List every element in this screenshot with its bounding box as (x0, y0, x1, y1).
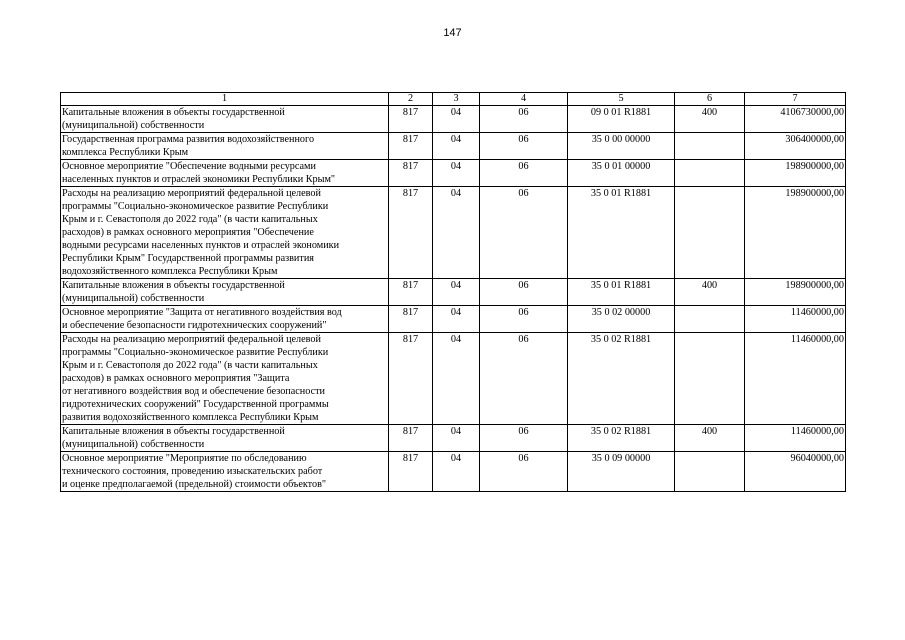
section-code: 04 (433, 333, 480, 425)
column-header: 2 (389, 93, 433, 106)
amount-value: 11460000,00 (745, 333, 846, 425)
description-line: Крым и г. Севастополя до 2022 года" (в части капитальных (62, 360, 318, 371)
description-line: технического состояния, проведению изыскательских работ (62, 466, 323, 477)
table-row (61, 106, 846, 133)
section-code: 04 (433, 133, 480, 160)
target-article-code: 35 0 02 R1881 (568, 425, 675, 452)
amount-value: 4106730000,00 (745, 106, 846, 133)
description-line: (муниципальной) собственности (62, 439, 205, 450)
column-header: 5 (568, 93, 675, 106)
row-description (61, 306, 389, 333)
grbs-code: 817 (389, 306, 433, 333)
description-line: Республики Крым" Государственной программы развития (62, 253, 314, 264)
header-row (61, 93, 846, 106)
amount-value: 198900000,00 (745, 187, 846, 279)
column-header: 1 (61, 93, 389, 106)
description-line: Основное мероприятие "Мероприятие по обследованию (62, 453, 307, 464)
description-line: (муниципальной) собственности (62, 120, 205, 131)
target-article-code: 35 0 00 00000 (568, 133, 675, 160)
subsection-code: 06 (480, 333, 568, 425)
section-code: 04 (433, 425, 480, 452)
expense-type-code (675, 306, 745, 333)
subsection-code: 06 (480, 425, 568, 452)
row-description (61, 279, 389, 306)
subsection-code: 06 (480, 306, 568, 333)
description-line: от негативного воздействия вод и обеспечение безопасности (62, 386, 326, 397)
expense-type-code: 400 (675, 106, 745, 133)
description-line: Расходы на реализацию мероприятий федеральной целевой (62, 334, 321, 345)
row-description (61, 133, 389, 160)
description-line: программы "Социально-экономическое развитие Республики (62, 347, 329, 358)
table-row (61, 306, 846, 333)
description-line: (муниципальной) собственности (62, 293, 205, 304)
amount-value: 11460000,00 (745, 425, 846, 452)
subsection-code: 06 (480, 452, 568, 492)
grbs-code: 817 (389, 452, 433, 492)
row-description (61, 187, 389, 279)
description-line: расходов) в рамках основного мероприятия "Защита (62, 373, 290, 384)
section-code: 04 (433, 187, 480, 279)
description-line: комплекса Республики Крым (62, 147, 189, 158)
description-line: расходов) в рамках основного мероприятия "Обеспечение (62, 227, 314, 238)
table-row (61, 160, 846, 187)
description-line: Основное мероприятие "Защита от негативного воздействия вод (62, 307, 342, 318)
grbs-code: 817 (389, 160, 433, 187)
expense-type-code: 400 (675, 279, 745, 306)
target-article-code: 35 0 09 00000 (568, 452, 675, 492)
amount-value: 198900000,00 (745, 279, 846, 306)
column-header: 6 (675, 93, 745, 106)
description-line: программы "Социально-экономическое развитие Республики (62, 201, 329, 212)
section-code: 04 (433, 306, 480, 333)
table-row (61, 187, 846, 279)
section-code: 04 (433, 279, 480, 306)
table-row (61, 133, 846, 160)
grbs-code: 817 (389, 133, 433, 160)
row-description (61, 333, 389, 425)
expense-type-code (675, 160, 745, 187)
grbs-code: 817 (389, 333, 433, 425)
amount-value: 198900000,00 (745, 160, 846, 187)
subsection-code: 06 (480, 133, 568, 160)
target-article-code: 35 0 02 R1881 (568, 333, 675, 425)
row-description (61, 452, 389, 492)
grbs-code: 817 (389, 425, 433, 452)
description-line: Крым и г. Севастополя до 2022 года" (в части капитальных (62, 214, 318, 225)
description-line: гидротехнических сооружений" Государственной программы (62, 399, 329, 410)
amount-value: 96040000,00 (745, 452, 846, 492)
grbs-code: 817 (389, 106, 433, 133)
amount-value: 11460000,00 (745, 306, 846, 333)
description-line: развития водохозяйственного комплекса Республики Крым (62, 412, 319, 423)
table-row (61, 452, 846, 492)
expense-type-code (675, 133, 745, 160)
expense-type-code (675, 187, 745, 279)
expense-type-code (675, 452, 745, 492)
description-line: Капитальные вложения в объекты государственной (62, 280, 285, 291)
description-line: и оценке предполагаемой (предельной) стоимости объектов" (62, 479, 327, 490)
table-row (61, 425, 846, 452)
table-row (61, 279, 846, 306)
target-article-code: 35 0 02 00000 (568, 306, 675, 333)
description-line: Государственная программа развития водохозяйственного (62, 134, 315, 145)
amount-value: 306400000,00 (745, 133, 846, 160)
target-article-code: 09 0 01 R1881 (568, 106, 675, 133)
subsection-code: 06 (480, 279, 568, 306)
description-line: населенных пунктов и отраслей экономики Республики Крым" (62, 174, 336, 185)
description-line: Капитальные вложения в объекты государственной (62, 107, 285, 118)
column-header: 3 (433, 93, 480, 106)
row-description (61, 106, 389, 133)
table-row (61, 333, 846, 425)
expense-type-code: 400 (675, 425, 745, 452)
description-line: водными ресурсами населенных пунктов и отраслей экономики (62, 240, 340, 251)
target-article-code: 35 0 01 R1881 (568, 187, 675, 279)
description-line: и обеспечение безопасности гидротехнических сооружений" (62, 320, 327, 331)
section-code: 04 (433, 452, 480, 492)
budget-table (60, 92, 846, 492)
expense-type-code (675, 333, 745, 425)
section-code: 04 (433, 160, 480, 187)
row-description (61, 425, 389, 452)
column-header: 4 (480, 93, 568, 106)
description-line: Расходы на реализацию мероприятий федеральной целевой (62, 188, 321, 199)
subsection-code: 06 (480, 187, 568, 279)
description-line: Основное мероприятие "Обеспечение водными ресурсами (62, 161, 316, 172)
subsection-code: 06 (480, 160, 568, 187)
grbs-code: 817 (389, 187, 433, 279)
target-article-code: 35 0 01 00000 (568, 160, 675, 187)
subsection-code: 06 (480, 106, 568, 133)
column-header: 7 (745, 93, 846, 106)
description-line: Капитальные вложения в объекты государственной (62, 426, 285, 437)
grbs-code: 817 (389, 279, 433, 306)
target-article-code: 35 0 01 R1881 (568, 279, 675, 306)
row-description (61, 160, 389, 187)
description-line: водохозяйственного комплекса Республики Крым (62, 266, 278, 277)
section-code: 04 (433, 106, 480, 133)
page-number: 147 (443, 27, 462, 39)
